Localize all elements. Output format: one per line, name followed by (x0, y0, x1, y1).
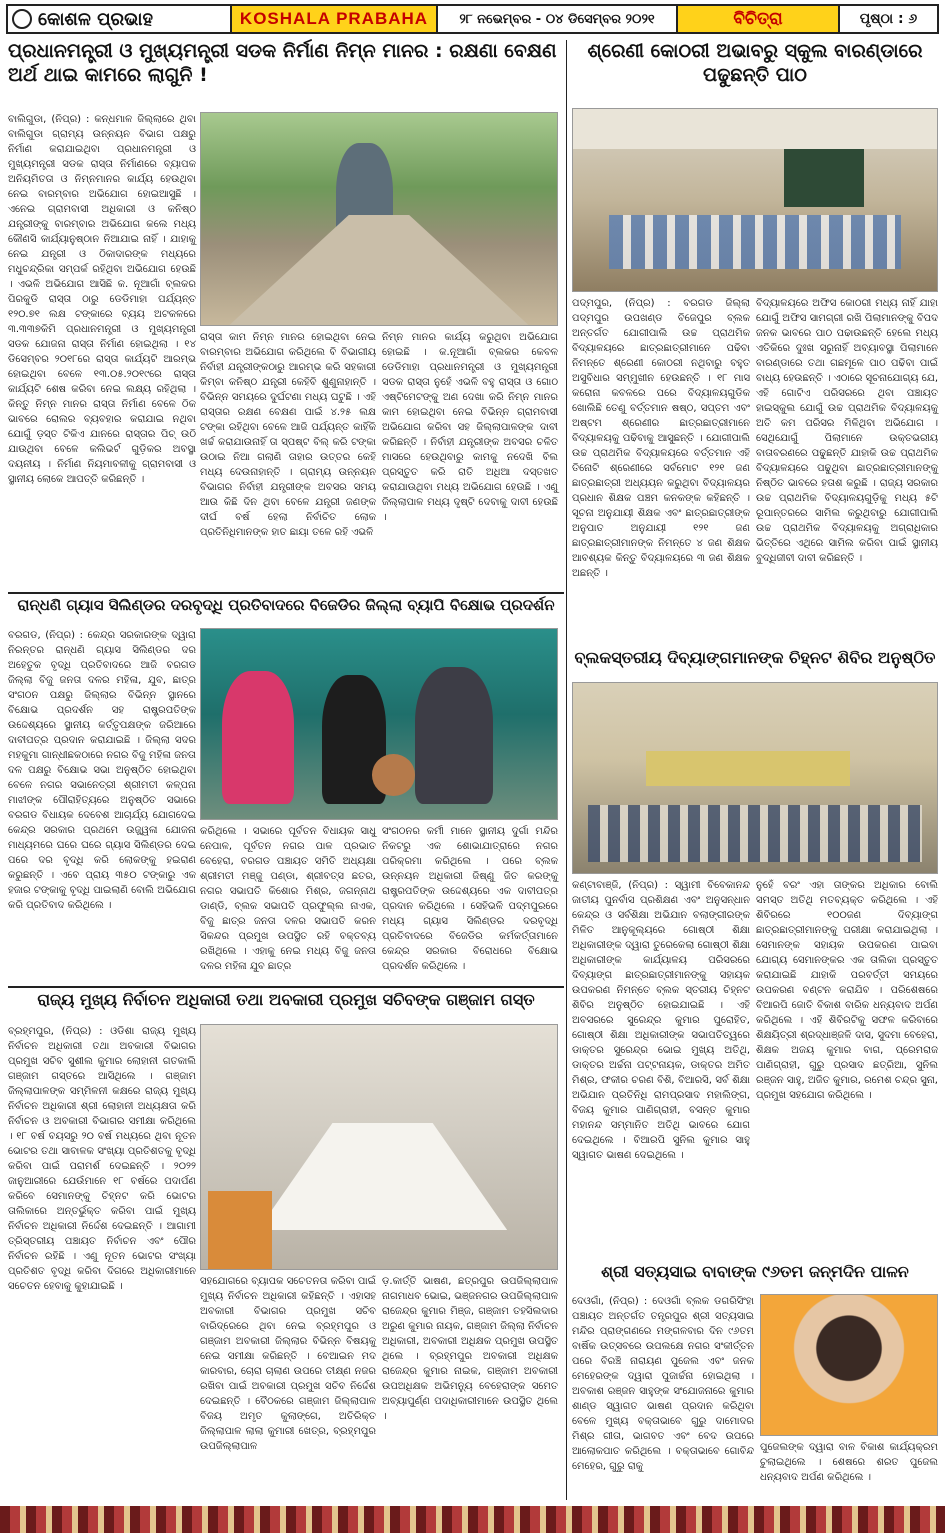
issue-date: ୨୮ ନଭେମ୍ବର - ୦୪ ଡିସେମ୍ବର ୨୦୨୧ (438, 6, 678, 32)
attendee-orange (208, 1191, 272, 1269)
audience-group (588, 805, 923, 862)
clay-stove (372, 754, 415, 796)
english-paper-name: KOSHALA PRABAHA (232, 6, 438, 32)
saibaba-headline: ଶ୍ରୀ ସତ୍ୟସାଇ ବାବାଙ୍କ ୯୬ତମ ଜନ୍ମଦିନ ପାଳନ (601, 1262, 909, 1281)
election-headline-box (8, 990, 564, 1022)
road-headline: ପ୍ରଧାନମନ୍ତ୍ରୀ ଓ ମୁଖ୍ୟମନ୍ତ୍ରୀ ସଡକ ନିର୍ମାଣ ନିମ୍ନ ମାନର : ରକ୍ଷଣା ବେକ୍ଷଣ ଅର୍ଥ ଥାଇ କାମରେ ଲାଗୁନି ! (8, 40, 557, 86)
school-headline-box (572, 40, 938, 106)
gas-protest-photo (200, 628, 558, 820)
masthead (6, 4, 939, 34)
rule-above-gas (8, 592, 564, 594)
road-story-headline-box (8, 40, 564, 110)
blackboard (784, 149, 864, 207)
saibaba-headline-box (572, 1262, 938, 1292)
gas-body-col1: ବରଗଡ, (ନିପ୍ର) : କେନ୍ଦ୍ର ସରକାରଙ୍କ ଦ୍ୱାରା ନିରନ୍ତର ରାନ୍ଧଣି ଗ୍ୟାସ ସିଲିଣ୍ଡର ଦର ଅହେତୁକ ବୃଦ୍ଧି ପ୍ରତିବାଦରେ ଆଜି ବରଗଡ ଜିଲ୍ଲା ବିଜୁ ଜନତା ଦଳର ମହିଳା, ଯୁବ, ଛାତ୍ର ସଂଗଠନ ପକ୍ଷରୁ ଜିଲ୍ଲାର ବିଭିନ୍ନ ସ୍ଥାନରେ ବିକ୍ଷୋଭ ପ୍ରଦର୍ଶନ ସହ ରାଷ୍ଟ୍ରପତିଙ୍କ ଉଦ୍ଦେଶ୍ୟରେ ସ୍ଥାନୀୟ କର୍ତ୍ତୃପକ୍ଷଙ୍କ ଜରିଆରେ ଦାବୀପତ୍ର ପ୍ରଦାନ କରାଯାଇଛି । ଜିଲ୍ଲା ସଦର ମହକୁମା ଗାନ୍ଧୀଛକଠାରେ ନଗର ବିଜୁ ମହିଳା ଜନତା ଦଳ ପକ୍ଷରୁ ବିକ୍ଷୋଭ ସଭା ଅନୁଷ୍ଠିତ ହୋଇଥିବା ବେଳେ ନଗର ସଭାନେତ୍ରୀ ଶ୍ରୀମତୀ କଳ୍ପନା ମାଝୀଙ୍କ ପୌରାହିତ୍ୟରେ ଅନୁଷ୍ଠିତ ସଭାରେ ବରଗଡ ବିଧାୟକ ଦେବେଶ ଆଚାର୍ଯ୍ୟ ଯୋଗଦେଇ କେନ୍ଦ୍ର ସରକାର ପ୍ରଥମେ ଉଜ୍ଜ୍ୱଳା ଯୋଜନା ମାଧ୍ୟମରେ ଘରେ ଘରେ ଗ୍ୟାସ ସିଲିଣ୍ଡର ଦେଇ ପରେ ଦର ବୃଦ୍ଧି କରି ଲୋକଙ୍କୁ ହଇରାଣ କରୁଛନ୍ତି । ଏବେ ପ୍ରାୟ ୩୫୦ ଟଙ୍କାରୁ ଏକ ହଜାର ଟଙ୍କାକୁ ବୃଦ୍ଧି ପାଇଲାଣି ବୋଲି ଅଭିଯୋଗ କରି ପ୍ରତିବାଦ କରିଥିଲେ । (8, 630, 196, 911)
school-body-col2: ବିଦ୍ୟାଳୟରେ ଅଫିସ କୋଠରୀ ମଧ୍ୟ ନାହିଁ ଯାହା ଯୋଗୁଁ ଅଫିସ ସାମଗ୍ରୀ ରଖି ପିଲାମାନଙ୍କୁ ବିପଦ ଜନକ ଭାବରେ ପାଠ ପଢାଉଛନ୍ତି ହେଲେ ମଧ୍ୟ ଏତିକିରେ ଦୁଃଖ ସରୁନାହିଁ ଅବ୍ୟାବସ୍ଥା ପିଲାମାନେ ବାରଣ୍ଡାରେ ତଥା ଗଛମୂଳେ ପାଠ ପଢିବା ପାଇଁ ବାଧ୍ୟ ହେଉଛନ୍ତି । ଏଠାରେ ସୂଚନାଯୋଗ୍ୟ ଯେ, ଏହି ଗୋଟିଏ ପରିସରରେ ଥିବା ପଞ୍ଚାୟତ ହାଇସ୍କୁଲ ଯୋଗୁଁ ଉଚ୍ଚ ପ୍ରାଥମିକ ବିଦ୍ୟାଳୟକୁ ଅତି କମ ପରିସର ମିଳିଥିବା ଅଭିଯୋଗ । ସେଥିଯୋଗୁଁ ପିଲାମାନେ ଉକ୍ତଭରୀୟ ବାତାବରଣରେ ପଢୁଛନ୍ତି ଯାହାକି ଉଚ୍ଚ ପ୍ରାଥମିକ ବିଦ୍ୟାଳୟରେ ପଢୁଥିବା ଛାତ୍ରଛାତ୍ରୀମାନଙ୍କୁ ନିଷ୍ଠିତ ଭାବରେ ହତାଶ କରୁଛି । ରାଜ୍ୟ ସରକାର ଉଚ୍ଚ ପ୍ରାଥମିକ ବିଦ୍ୟାଳୟଗୁଡ଼ିକୁ ମଧ୍ୟ ୫ଟି ରୂପାନ୍ତରରେ ସାମିଲ କରୁଥିବାରୁ ଯୋଗୀପାଲି ଉଚ୍ଚ ପ୍ରାଥମିକ ବିଦ୍ୟାଳୟକୁ ଅଗ୍ରାଧିକାର ଭିତ୍ତିରେ ଏଥିରେ ସାମିଲ କରିବା ପାଇଁ ସ୍ଥାନୀୟ ବୁଦ୍ଧିଜୀବୀ ଦାବୀ କରିଛନ୍ତି । (756, 298, 938, 564)
road-body-col2: ରାସ୍ତା କାମ ନିମ୍ନ ମାନର ହୋଇଥିବା ନେଇ ବାରମ୍ବାର ଅଭିଯୋଗ କରିଥିଲେ ବି ବିଭାଗୀୟ ନିର୍ବାହୀ ଯନ୍ତ୍ରୀଙ୍କଠାରୁ ଆରମ୍ଭ କରି ସହକାରୀ କିମ୍ବା କନିଷ୍ଠ ଯନ୍ତ୍ରୀ କେହିବି ଶୁଣୁନାହାନ୍ତି । ବିଭିନ୍ନ ସମୟରେ ଦୁର୍ଘଟଣା ମଧ୍ୟ ଘଟୁଛି । ଏହି ରାସ୍ତାର ରକ୍ଷଣ ବେକ୍ଷଣ ପାଇଁ ୪.୨୫ ଲକ୍ଷ ଟଙ୍କା ରହିଥିବା ବେଳେ ଆଜି ପର୍ଯ୍ୟନ୍ତ କାହିଁକି ଖର୍ଚ୍ଚ କରାଯାଉନାହିଁ ତା ସ୍ପଷ୍ଟ ବିଲ୍ କରି ଟଙ୍କା ଉଠାଇ ନିଆ ଗଲାଣି ତାହାର ଉତ୍ତର କେହି ମଧ୍ୟ ଦେଉନାହାନ୍ତି । ଗ୍ରାମ୍ୟ ଉନ୍ନୟନ ବିଭାଗର ନିର୍ବାହୀ ଯନ୍ତ୍ରୀଙ୍କ ଅବସର ସମୟ ଆଉ କିଛି ଦିନ ଥିବା ବେଳେ ଯନ୍ତ୍ରୀ ଜଣଙ୍କ ଦୀର୍ଘ ବର୍ଷ ହେଲା ନିର୍ବାଚିତ ଲୋକ ପ୍ରତିନିଧିମାନଙ୍କ ହାତ ଛାୟା ତଳେ ରହି ଏଭଳି (200, 332, 376, 538)
verandah-roof (573, 109, 937, 149)
column-divider (566, 40, 567, 1500)
disabled-headline-box (572, 648, 938, 680)
road-surface (229, 215, 528, 325)
disabled-headline: ବ୍ଲକସ୍ତରୀୟ ଦିବ୍ୟାଙ୍ଗମାନଙ୍କ ଚିହ୍ନଟ ଶିବିର ଅନୁଷ୍ଠିତ (574, 648, 936, 667)
gas-headline-box (8, 596, 564, 626)
odia-paper-name: କୋଶଳ ପ୍ରଭାହ (38, 8, 153, 30)
school-photo (572, 108, 938, 292)
masthead-logo (8, 6, 232, 32)
school-body-col1: ପଦ୍ମପୁର, (ନିପ୍ର) : ବରଗଡ ଜିଲ୍ଲା ପଦ୍ମପୁର ଉପଖଣ୍ଡ ବିଜେପୁର ବ୍ଲକ ଅନ୍ତର୍ଗତ ଯୋଗୀପାଲି ଉଚ୍ଚ ପ୍ରାଥମିକ ବିଦ୍ୟାଳୟରେ ଛାତ୍ରଛାତ୍ରୀମାନେ ପଢିବା ନିମନ୍ତେ ଶ୍ରେଣୀ କୋଠରୀ ନଥିବାରୁ ବହୁତ ଅସୁବିଧାର ସମ୍ମୁଖୀନ ହେଉଛନ୍ତି । ୧୮ ମାସ କରୋନା କବଳରେ ପରେ ବିଦ୍ୟାଳୟଗୁଡିକ ଖୋଲିଛି ତେଣୁ ବର୍ତ୍ତମାନ ଷଷ୍ଠ, ସପ୍ତମ ଏବଂ ଅଷ୍ଟମ ଶ୍ରେଣୀର ଛାତ୍ରଛାତ୍ରୀମାନେ ବିଦ୍ୟାଳୟକୁ ପଢିବାକୁ ଆସୁଛନ୍ତି । ଯୋଗୀପାଲି ଉଚ୍ଚ ପ୍ରାଥମିକ ବିଦ୍ୟାଳୟରେ ବର୍ତ୍ତମାନ ଏହି ତିନୋଟି ଶ୍ରେଣୀରେ ସର୍ବମୋଟ ୧୨୧ ଜଣ ଛାତ୍ରଛାତ୍ରୀ ଅଧ୍ୟୟନ କରୁଥିବା ବିଦ୍ୟାଳୟର ପ୍ରଧାନ ଶିକ୍ଷକ ପଞ୍ଚମ କନକଙ୍କ କହିଛନ୍ତି । ସୂଚନା ଅନୁଯାୟୀ ଶିକ୍ଷକ ଏବଂ ଛାତ୍ରଛାତ୍ରୀଙ୍କ ଅନୁପାତ ଅନୁଯାୟୀ ୧୨୧ ଜଣ ଛାତ୍ରଛାତ୍ରୀମାନଙ୍କ ନିମନ୍ତେ ୪ ଜଣ ଶିକ୍ଷକ ଆବଶ୍ୟକ କିନ୍ତୁ ବିଦ୍ୟାଳୟରେ ୩ ଜଣ ଶିକ୍ଷକ ଅଛନ୍ତି । (572, 298, 750, 579)
students-group (609, 215, 900, 270)
road-photo (200, 112, 558, 326)
decorative-footer-band (0, 1506, 945, 1533)
camp-photo (572, 682, 938, 874)
stage-table (646, 751, 850, 785)
disabled-body-col2: ନୁହେଁ ବରଂ ଏହା ତାଙ୍କର ଅଧିକାର ବୋଲି ସମସ୍ତ ଅତିଥି ମତବ୍ୟକ୍ତ କରିଥିଲେ । ଏହି ଶିବିରରେ ୧୦୦ଜଣ ଦିବ୍ୟାଙ୍ଗ ଛାତ୍ରଛାତ୍ରୀମାନଙ୍କୁ ପରୀକ୍ଷା କରାଯାଇଥିଲା । ସେମାନଙ୍କ ସହାୟକ ଉପକରଣ ପାଇବା ଯୋଗ୍ୟ ସେମାନଙ୍କର ଏକ ତାଲିକା ପ୍ରସ୍ତୁତ କରାଯାଇଛି ଯାହାକି ପରବର୍ତ୍ତୀ ସମୟରେ ଉପକରଣ ବଣ୍ଟନ କରାଯିବ । ପରିଶେଷରେ ବିଆରପି ଜୋତି ବିକାଶ ବାରିକ ଧନ୍ୟବାଦ ଅର୍ପଣ କରିଥିଲେ । ଏହି ଶିବିରଟିକୁ ସଫଳ କରିବାରେ ଶିକ୍ଷୟିତ୍ରୀ ଶ୍ରଦ୍ଧାଞ୍ଜଳି ଦାସ, ସୁଦମା ବେହେରା, ଶିକ୍ଷକ ଅଜୟ କୁମାର ବାଗ, ପ୍ରେମରାଜ ପାଣିଗ୍ରାହୀ, ଗୁରୁ ପ୍ରସାଦ ଛତ୍ରିଆ, ସୁନିଲ ରଞ୍ଜନ ସାହୁ, ଅଜିତ କୁମାର, ରମେଶ ଚନ୍ଦ୍ର ସୁନା, ପ୍ରମୁଖ ସହଯୋଗ କରିଥିଲେ । (756, 880, 938, 1101)
election-body-col2: ସହଯୋଗରେ ବ୍ୟାପକ ସଚେତନତା କରିବା ପାଇଁ ମୁଖ୍ୟ ନିର୍ବାଚନ ଅଧିକାରୀ କହିଛନ୍ତି । ଏହାସହ ଅବକାରୀ ବିଭାଗର ପ୍ରମୁଖ ସଚିବ ବାରିଦ୍ରେରେ ଥିବା ନେଇ ବ୍ରହ୍ମପୁର ଓ ଗଞ୍ଜାମ ଅବକାରୀ ଜିଲ୍ଲାର ବିଭିନ୍ନ ବିଷୟକୁ ନେଇ ସମୀକ୍ଷା କରିଛନ୍ତି । ବେଆଇନ ମଦ କାରବାର, ଚୋରା ଚାଲାଣ ଉପରେ ତୀକ୍ଷ୍ଣ ନଜର ରଖିବା ପାଇଁ ଅବକାରୀ ପ୍ରମୁଖ ସଚିବ ନିର୍ଦ୍ଦେଶ ଦେଇଛନ୍ତି । ବୈଠକରେ ଗଞ୍ଜାମ ଜିଲ୍ଲାପାଳ ବିଜୟ ଅମୃତ କୁଲାଙ୍ଗେ, ଅତିରିକ୍ତ ଜିଲ୍ଲାପାଳ ଲାଲା କୁମାରୀ ଖେତ୍ର, ବ୍ରହ୍ମପୁର ଉପଜିଲ୍ଲାପାଳ (200, 1276, 376, 1452)
logo-seal-icon (12, 9, 32, 29)
gas-body-col3: ସଂଗଠନର କର୍ମୀ ମାନେ ସ୍ଥାନୀୟ ଦୁର୍ଗା ମନ୍ଦିର ନିକଟରୁ ଏକ ଶୋଭାଯାତ୍ରାରେ ନଗର ପରିକ୍ରମା କରିଥିଲେ । ପରେ ବ୍ଲକ ଉନ୍ନୟନ ଅଧିକାରୀ ଜିଷ୍ଣୁ ଜିତ କରଙ୍କୁ ରାଷ୍ଟ୍ରପତିଙ୍କ ଉଦ୍ଦେଶ୍ୟରେ ଏକ ଦାବୀପତ୍ର ପ୍ରଦାନ କରିଥିଲେ । ସେହିଭଳି ପଦ୍ମପୁରରେ ମଧ୍ୟ ଗ୍ୟାସ ସିଲିଣ୍ଡର ଦରବୃଦ୍ଧି ପ୍ରତିବାଦରେ ବିଜେଡିର କର୍ମକର୍ତ୍ତାମାନେ କେନ୍ଦ୍ର ସରକାର ବିରୋଧରେ ବିକ୍ଷୋଭ ପ୍ରଦର୍ଶନ କରିଥିଲେ । (382, 826, 558, 972)
protester-pink (222, 671, 293, 804)
section-name: ବିଚିତ୍ରା (678, 6, 840, 32)
gas-headline: ରାନ୍ଧଣି ଗ୍ୟାସ ସିଲିଣ୍ଡର ଦରବୃଦ୍ଧି ପ୍ରତିବାଦରେ ବିଜେଡିର ଜିଲ୍ଲା ବ୍ୟାପି ବିକ୍ଷୋଭ ପ୍ରଦର୍ଶନ (17, 596, 555, 614)
saibaba-body-col1: ଦେଓଗାଁ, (ନିପ୍ର) : ଦେଓଗାଁ ବ୍ଲକ ଡଗରିସିଂହା ପଞ୍ଚାୟତ ଅନ୍ତର୍ଗତ ତନ୍ତ୍ରପୁର ଶ୍ରୀ ସତ୍ୟସାଇ ମନ୍ଦିର ପ୍ରାଙ୍ଗଣରେ ମଙ୍ଗଳବାର ଦିନ ୯୬ତମ ବାର୍ଷିକ ଉତ୍ସବରେ ଉପଲକ୍ଷେ ନଗର ସଂକୀର୍ତ୍ତନ ପରେ ବିରଞ୍ଚି ନାରାୟଣ ପୁଜେଲ ଏବଂ ଜନକ ମେହେରଙ୍କ ଦ୍ୱାରା ପୁଜାର୍ଚ୍ଚନା ହୋଇଥିଲା । ଅବକାଶ ରଞ୍ଜନ ସାହୁଙ୍କ ସଂଯୋଜନାରେ କୁମାର ଶାଣ୍ଡ ସ୍ୱାଗତ ଭାଷଣ ପ୍ରଦାନ କରିଥିବା ବେଳେ ମୁଖ୍ୟ ବକ୍ତାଭାବେ ଗୁରୁ ଦାମୋଦର ମିଶ୍ର ଗୀତା, ଭାଗବତ ଏବଂ ବେଦ ଉପରେ ଆଲୋକପାତ କରିଥିଲେ । ବକ୍ତାଭାବେ ଗୋବିନ୍ଦ ମେହେର, ଗୁରୁ ରାକୁ (572, 1296, 754, 1472)
saibaba-body-col2: ପୁଜେଲଙ୍କ ଦ୍ୱାରା ବାଳ ବିକାଶ କାର୍ଯ୍ୟକ୍ରମ ଚୁଲାଇଥିଲେ । ଶେଷରେ ଶରତ ପୁଜେଲ ଧନ୍ୟବାଦ ଅର୍ପଣ କରିଥିଲେ । (760, 1442, 938, 1483)
gas-body-col2: କରିଥିଲେ । ସଭାରେ ପୂର୍ବତନ ବିଧାୟକ ସାଧୁ ନେପାଳ, ପୂର୍ବତନ ନଗର ପାଳ ପ୍ରଭାତ ବେହେରା, ବରଗଡ ପଞ୍ଚାୟତ ସମିତି ଅଧ୍ୟକ୍ଷା ଶ୍ରୀମତୀ ମଞ୍ଜୁ ପଣ୍ଡା, ଶ୍ରୀବତ୍ସ ଛତର, ନଗର ସଭାପତି କିଶୋର ମିଶ୍ର, ଜଗନ୍ନାଥ ଡାଣ୍ଡି, ବ୍ଲକ ସଭାପତି ପ୍ରଫୁଲ୍ଲ ନାଏକ, ବିଜୁ ଛାତ୍ର ଜନତା ଦଳର ସଭାପତି କରନ ସିକନ୍ଦର ପ୍ରମୁଖ ଉପସ୍ଥିତ ରହି ବକ୍ତବ୍ୟ ରଖିଥିଲେ । ଏହାକୁ ନେଇ ମଧ୍ୟ ବିଜୁ ଜନତା ଦଳର ମହିଳା ଯୁବ ଛାତ୍ର (200, 826, 376, 972)
disabled-body-col1: କଣ୍ଟାବାଞ୍ଜି, (ନିପ୍ର) : ସ୍ୱାମୀ ବିବେକାନନ୍ଦ ଜାତୀୟ ପୁନର୍ବାସ ପ୍ରଶିକ୍ଷଣ ଏବଂ ଅନୁସନ୍ଧାନ କେନ୍ଦ୍ର ଓ ସର୍ବଶିକ୍ଷା ଅଭିଯାନ ବଲାଙ୍ଗୀରଙ୍କ ମିଳିତ ଆନୁକୂଲ୍ୟରେ ଗୋଷ୍ଠୀ ଶିକ୍ଷା ଅଧିକାରୀଙ୍କ ଦ୍ୱାରା ତୁରେକେଲା ଗୋଷ୍ଠୀ ଶିକ୍ଷା ଅଧିକାରୀଙ୍କ କାର୍ଯ୍ୟାଳୟ ପରିସରରେ ଦିବ୍ୟାଙ୍ଗ ଛାତ୍ରଛାତ୍ରୀମାନଙ୍କୁ ସହାୟକ ଉପକରଣ ନିମନ୍ତେ ବ୍ଲକ ସ୍ତରୀୟ ଚିହ୍ନଟ ଶିବିର ଅନୁଷ୍ଠିତ ହୋଇଯାଇଛି । ଏହି ଅବସରରେ ସୁରେନ୍ଦ୍ର କୁମାର ପୁରୋହିତ, ଗୋଷ୍ଠୀ ଶିକ୍ଷା ଅଧିକାରୀଙ୍କ ସଭାପତିତ୍ୱରେ ଡାକ୍ତର ସୁରେନ୍ଦ୍ର ଭୋଇ ମୁଖ୍ୟ ଅତିଥି, ଡାକ୍ତର ଅର୍ଚ୍ଚନା ପଟ୍ଟନାୟକ, ଡାକ୍ତର ଅମିତ ମିଶ୍ର, ଫକୀର ଚରଣ ବିଶି, ବିଆରସି, ସର୍ବ ଶିକ୍ଷା ଅଭିଯାନ ପ୍ରତିନିଧି ରାମପ୍ରସାଦ ମହାଲିଙ୍ଗ, ବିଜୟ କୁମାର ପାଣିଗ୍ରାହୀ, ବସନ୍ତ କୁମାର ମହାନନ୍ଦ ସମ୍ମାନିତ ଅତିଥି ଭାବରେ ଯୋଗ ଦେଇଥିଲେ । ବିଆରପି ସୁନିଲ କୁମାର ସାହୁ ସ୍ୱାଗତ ଭାଷଣ ଦେଇଥିଲେ । (572, 880, 750, 1161)
rule-above-election (8, 986, 564, 988)
protester-grey (415, 667, 493, 804)
road-body-col3: ନିମ୍ନ ମାନର କାର୍ଯ୍ୟ କରୁଥିବା ଅଭିଯୋଗ ହୋଇଛି । କ.ନୂଆଗାଁ ବ୍ଲକର କେବଳ ଡେଡିମାହା ପ୍ରଧାନମନ୍ତ୍ରୀ ଓ ମୁଖ୍ୟମନ୍ତ୍ରୀ ସଡକ ରାସ୍ତା ନୁହେଁ ଏଭଳି ବହୁ ରାସ୍ତା ଓ ଗୋଠ ଏଷ୍ଟିମେଟଙ୍କୁ ଅଣ ଦେଖା କରି ନିମ୍ନ ମାନର କାମ ହୋଇଥିବା ନେଇ ବିଭିନ୍ନ ଗ୍ରାମବାସୀ ଅଭିଯୋଗ କରିବା ସହ ଜିଲ୍ଲାପାଳଙ୍କ ଦାବୀ କରିଛନ୍ତି । ନିର୍ବାହୀ ଯନ୍ତ୍ରୀଙ୍କ ଅବସର ଚଳିତ ମାସରେ ହେଉଥିବାରୁ କାମକୁ ନଦେଖି ବିଲ ପ୍ରସ୍ତୁତ କରି ରାତି ଅଧିଆ ଦସ୍ତଖତ କରାଯାଉଥିବା ମଧ୍ୟ ଅଭିଯୋଗ ହେଉଛି । ଏଣୁ ଜିଲ୍ଲାପାଳ ମଧ୍ୟ ଦୃଷ୍ଟି ଦେବାକୁ ଦାବୀ ହେଉଛି । (382, 332, 558, 523)
conference-table (258, 1123, 507, 1230)
election-headline: ରାଜ୍ୟ ମୁଖ୍ୟ ନିର୍ବାଚନ ଅଧିକାରୀ ତଥା ଅବକାରୀ ପ୍ରମୁଖ ସଚିବଙ୍କ ଗଞ୍ଜାମ ଗସ୍ତ (37, 990, 535, 1009)
school-headline: ଶ୍ରେଣୀ କୋଠରୀ ଅଭାବରୁ ସ୍କୁଲ ବାରଣ୍ଡାରେ ପଢୁଛନ୍ତି ପାଠ (587, 40, 923, 86)
election-body-col3: ଡ଼.କାର୍ତ୍ତି ଭାଷଣ, ଛତ୍ରପୁର ଉପଜିଲ୍ଲାପାଳ ନାଗମାଧବ ଭୋଇ, ଭଞ୍ଜନଗର ଉପଜିଲ୍ଲାପାଳ ରାଜେନ୍ଦ୍ର କୁମାର ମିଞ୍ଜ, ଗଞ୍ଜାମ ତହସିଲଦାର ଅରୁଣ କୁମାର ନାୟକ, ଗଞ୍ଜାମ ଜିଲ୍ଲା ନିର୍ବାଚନ ଅଧିକାରୀ, ଅବକାରୀ ଅଧିକ୍ଷକ ପ୍ରମୁଖ ଉପସ୍ଥିତ ଥିଲେ । ବ୍ରହ୍ମପୁର ଅବକାରୀ ଅଧିକ୍ଷକ ରାଜେନ୍ଦ୍ର କୁମାର ନାଇକ, ଗଞ୍ଜାମ ଅବକାରୀ ଉପଅଧିକ୍ଷକ ଅଭିମନ୍ୟୁ ବେହେରାଙ୍କ ସମେତ ଅବ୍ୟାପୁର୍ଣ୍ଣ ପଦାଧିକାରୀମାନେ ଉପସ୍ଥିତ ଥିଲେ । (382, 1276, 558, 1422)
meeting-photo (200, 1024, 558, 1270)
road-body-col1: ବାଲିଗୁଡା, (ନିପ୍ର) : କନ୍ଧମାଳ ଜିଲ୍ଲାରେ ଥିବା ବାଲିଗୁଡା ଗ୍ରାମ୍ୟ ଉନ୍ନୟନ ବିଭାଗ ପକ୍ଷରୁ ନିର୍ମାଣ କରାଯାଇଥିବା ପ୍ରଧାନମନ୍ତ୍ରୀ ଓ ମୁଖ୍ୟମନ୍ତ୍ରୀ ସଡକ ରାସ୍ତା ନିର୍ମାଣରେ ବ୍ୟାପକ ଅନିୟମିତତା ଓ ନିମ୍ନମାନର କାର୍ଯ୍ୟ ହେଉଥିବା ନେଇ ବାରମ୍ବାର ଅଭିଯୋଗ ହୋଇଆସୁଛି । ଏନେଇ ଗ୍ରାମବାସୀ ଅଧିକାରୀ ଓ କନିଷ୍ଠ ଯନ୍ତ୍ରୀଙ୍କୁ ବାରମ୍ବାର ଅଭିଯୋଗ କଲେ ମଧ୍ୟ କୌଣସି କାର୍ଯ୍ୟାନୁଷ୍ଠାନ ନିଆଯାଇ ନାହିଁ । ଯାହାକୁ ନେଇ ଯନ୍ତ୍ରୀ ଓ ଠିକାଦାରଙ୍କ ମଧ୍ୟରେ ମଧୁଚନ୍ଦ୍ରିକା ସମ୍ପର୍କ ରହିଥିବା ଅଭିଯୋଗ ହେଉଛି । ଏଭଳି ଅଭିଯୋଗ ଆସିଛି କ. ନୂଆଗାଁ ବ୍ଲକର ପିରକୁଡି ରାସ୍ତା ଠାରୁ ଡେଡିମାହା ପର୍ଯ୍ୟନ୍ତ ୧୨୦.୭୧ ଲକ୍ଷ ଟଙ୍କାରେ ବ୍ୟୟ ଅଟକଳରେ ୩.୩୩୭କିମି ପ୍ରଧାନମନ୍ତ୍ରୀ ଓ ମୁଖ୍ୟମନ୍ତ୍ରୀ ସଡକ ଯୋଜନା ରାସ୍ତା ନିର୍ମାଣ ହୋଇଥିଲା । ୧୪ ଡିସେମ୍ବର ୨୦୧୮ରେ ରାସ୍ତା କାର୍ଯ୍ୟଟି ଆରମ୍ଭ ହୋଇଥିବା ବେଳେ ୧୩.୦୫.୨୦୧୯ରେ ରାସ୍ତା କାର୍ଯ୍ୟଟି ଶେଷ କରିବା ନେଇ ଲକ୍ଷ୍ୟ ରହିଥିଲା । କିନ୍ତୁ ନିମ୍ନ ମାନର ରାସ୍ତା ନିର୍ମାଣ ବେଳେ ଠିକ ଭାବରେ ରୋଲର ବ୍ୟବହାର କରାଯାଇ ନଥିବା ଯୋଗୁଁ ଡ଼ସ୍ତ ଟିକିଏ ଯାନରେ ରାସ୍ତାର ପିଚ୍ ଉଠି ଯାଉଥିବା ବେଳେ କଲିଭର୍ଟ ଗୁଡ଼ିକର ଅବସ୍ଥା ଦୟନୀୟ । ନିର୍ମାଣ ନିୟମାବଳୀକୁ ଗ୍ରାମବାସୀ ଓ ସ୍ଥାନୀୟ ଲୋକେ ଆପତ୍ତି କରିଛନ୍ତି । (8, 114, 196, 485)
election-body-col1: ବ୍ରହ୍ମପୁର, (ନିପ୍ର) : ଓଡିଶା ରାଜ୍ୟ ମୁଖ୍ୟ ନିର୍ବାଚନ ଅଧିକାରୀ ତଥା ଅବକାରୀ ବିଭାଗର ପ୍ରମୁଖ ସଚିବ ସୁଶୀଲ କୁମାର ଲୋହାନୀ ଗତକାଲି ଗଞ୍ଜାମ ଗସ୍ତରେ ଆସିଥିଲେ । ଗଞ୍ଜାମ ଜିଲ୍ଲାପାଳଙ୍କ ସମ୍ମିଳନୀ କକ୍ଷରେ ରାଜ୍ୟ ମୁଖ୍ୟ ନିର୍ବାଚନ ଅଧିକାରୀ ଶ୍ରୀ ଲୋହାନୀ ଅଧ୍ୟକ୍ଷତା କରି ନିର୍ବାଚନ ଓ ଅବକାରୀ ବିଭାଗର ସମୀକ୍ଷା କରିଥିଲେ । ୧୮ ବର୍ଷ ବୟସରୁ ୨୦ ବର୍ଷ ମଧ୍ୟରେ ଥିବା ନୂତନ ଭୋଟର ତଥା ସାବାଳକ ସଂଖ୍ୟା ପ୍ରତିଶତକୁ ବୃଦ୍ଧି କରିବା ପାଇଁ ପରାମର୍ଶ ଦେଇଛନ୍ତି । ୨୦୨୨ ଜାନୁଆରୀରେ ଯେଉଁମାନେ ୧୮ ବର୍ଷରେ ପଦାର୍ପଣ କରିବେ ସେମାନଙ୍କୁ ଚିହ୍ନଟ କରି ଭୋଟର ତାଲିକାରେ ଅନ୍ତର୍ଭୁକ୍ତ କରିବା ପାଇଁ ମୁଖ୍ୟ ନିର୍ବାଚନ ଅଧିକାରୀ ନିର୍ଦ୍ଦେଶ ଦେଇଛନ୍ତି । ଆଗାମୀ ତ୍ରିସ୍ତରୀୟ ପଞ୍ଚାୟତ ନିର୍ବାଚନ ଏବଂ ପୌର ନିର୍ବାଚନ ରହିଛି । ଏଣୁ ନୂତନ ଭୋଟର ସଂଖ୍ୟା ପ୍ରତିଶତ ବୃଦ୍ଧି କରିବା ଦିଗରେ ଅଧିକାରୀମାନେ ସଚେତନ ହେବାକୁ କୁହାଯାଇଛି । (8, 1026, 196, 1292)
saibaba-photo (760, 1294, 938, 1436)
page-number: ପୃଷ୍ଠା : ୬ (859, 11, 918, 27)
